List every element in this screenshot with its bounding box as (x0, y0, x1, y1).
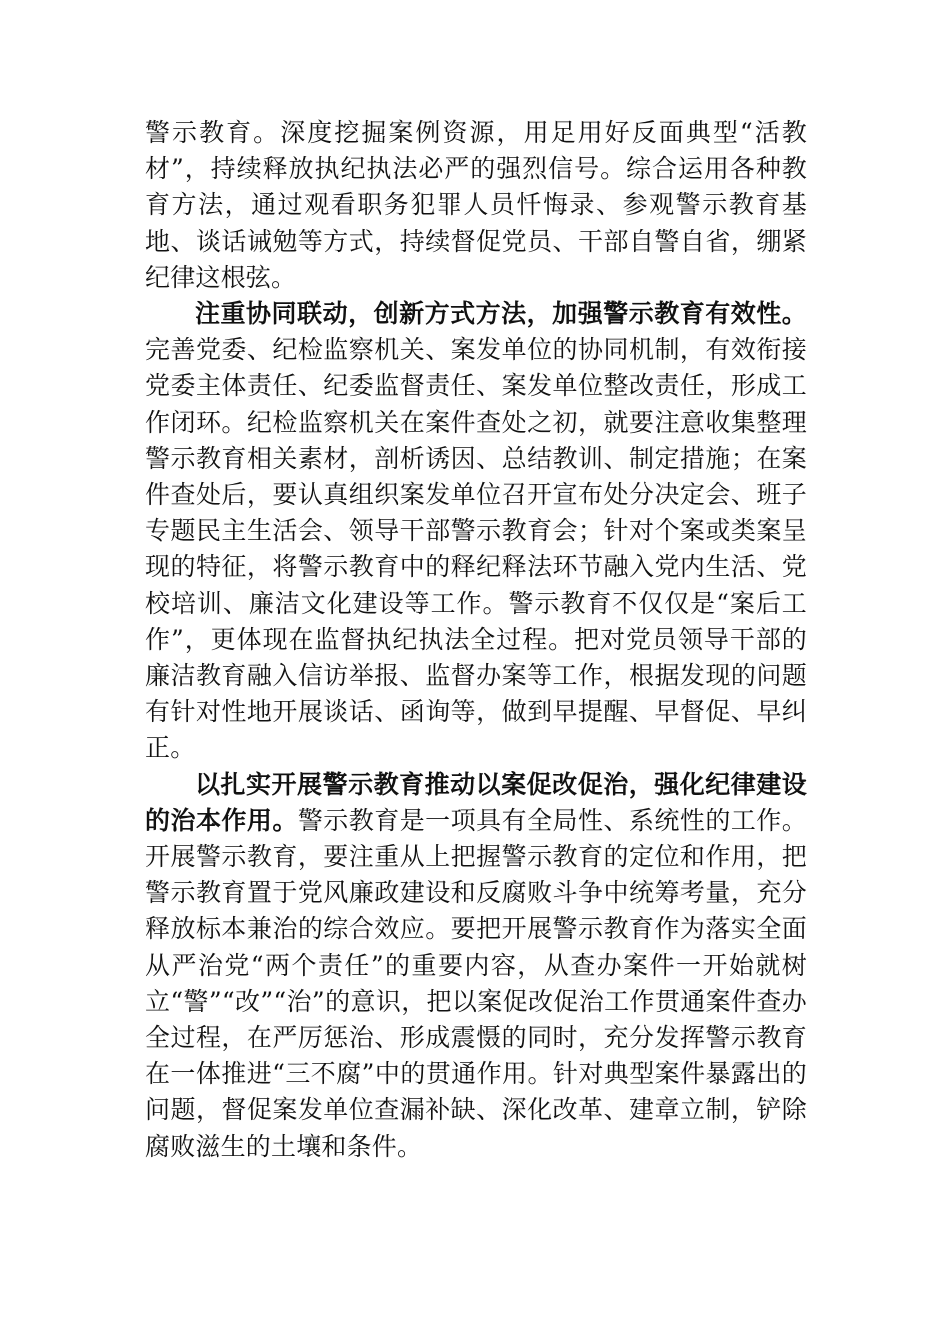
paragraph-text: 完善党委、纪检监察机关、案发单位的协同机制，有效衔接党委主体责任、纪委监督责任、案发单位整改责任，形成工作闭环。纪检监察机关在案件查处之初，就要注意收集整理警示教育相关素材，剖析诱因、总结教训、制定措施；在案件查处后，要认真组织案发单位召开宣布处分决定会、班子专题民主生活会、领导干部警示教育会；针对个案或类案呈现的特征，将警示教育中的释纪释法环节融入党内生活、党校培训、廉洁文化建设等工作。警示教育不仅仅是“案后工作”，更体现在监督执纪执法全过程。把对党员领导干部的廉洁教育融入信访举报、监督办案等工作，根据发现的问题有针对性地开展谈话、函询等，做到早提醒、早督促、早纠正。 (145, 335, 807, 763)
paragraph-text: 警示教育是一项具有全局性、系统性的工作。开展警示教育，要注重从上把握警示教育的定位和作用，把警示教育置于党风廉政建设和反腐败斗争中统筹考量，充分释放标本兼治的综合效应。要把开展警示教育作为落实全面从严治党“两个责任”的重要内容，从查办案件一开始就树立“警”“改”“治”的意识，把以案促改促治工作贯通案件查办全过程，在严厉惩治、形成震慑的同时，充分发挥警示教育在一体推进“三不腐”中的贯通作用。针对典型案件暴露出的问题，督促案发单位查漏补缺、深化改革、建章立制，铲除腐败滋生的土壤和条件。 (145, 805, 807, 1161)
paragraph-text: 警示教育。深度挖掘案例资源，用足用好反面典型“活教材”，持续释放执纪执法必严的强烈信号。综合运用各种教育方法，通过观看职务犯罪人员忏悔录、参观警示教育基地、谈话诫勉等方式，持续督促党员、干部自警自省，绷紧纪律这根弦。 (145, 118, 807, 292)
paragraph-heading: 注重协同联动，创新方式方法，加强警示教育有效性。 (195, 299, 807, 329)
document-body (145, 115, 807, 1165)
paragraph-heading: 以扎实开展警示教育推动以案促改促治，强化纪律建设的治本作用。 (145, 769, 807, 835)
paragraph-reform (145, 767, 807, 1165)
paragraph-collaboration (145, 296, 807, 767)
paragraph-continued (145, 115, 807, 296)
